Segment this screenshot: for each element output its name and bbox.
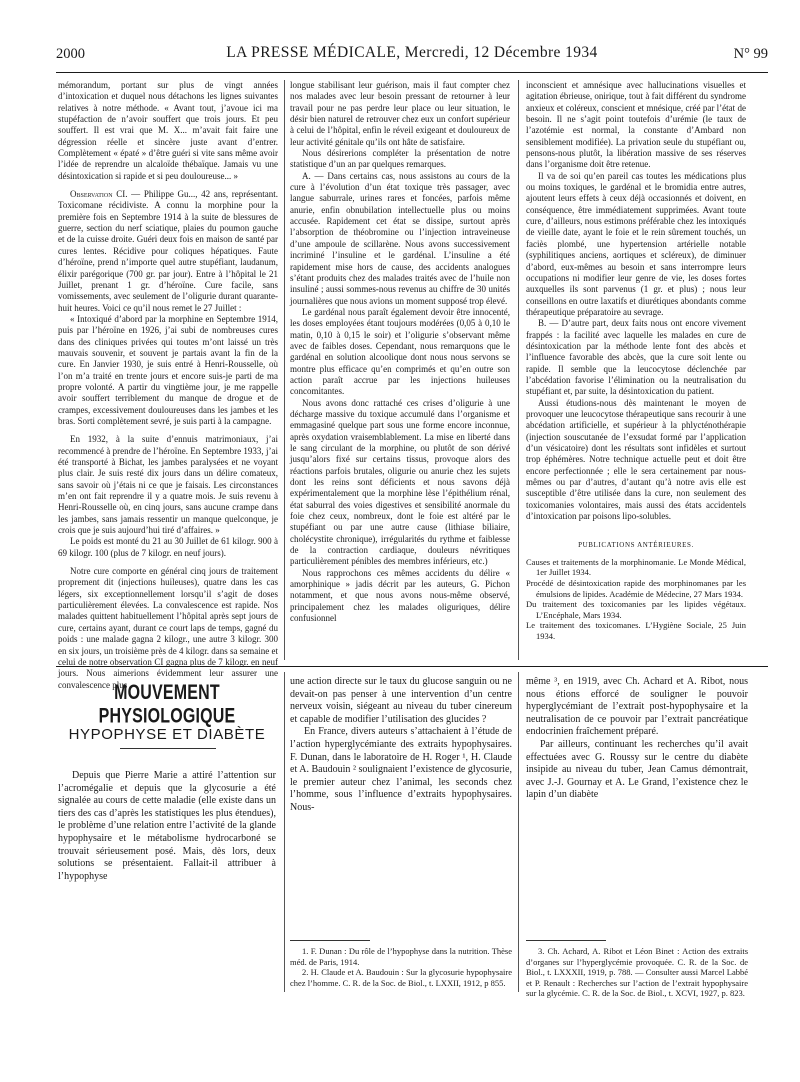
article-column-3 <box>526 80 746 642</box>
paragraph: Par ailleurs, continuant les recherches qu’il avait effectuées avec G. Roussy sur le centre du diabète insipide au niveau du tuber, Jean Camus démontrait, avec J.-J. Gournay et A. Le Grand, l’existence chez le lapin d’un diabète <box>526 738 748 801</box>
footnote: 1. F. Dunan : Du rôle de l’hypophyse dans la nutrition. Thèse méd. de Paris, 1914. <box>290 946 512 967</box>
paragraph: B. — D’autre part, deux faits nous ont encore vivement frappés : la facilité avec laquelle les malades en cure de désintoxication par la méthode lente font des abcès et l’influence favorable des abcès, que la cure soit lente ou rapide. Il semble que la leucocytose déclenchée par l’abcédation favorise l’élimination ou la neutralisation du stupéfiant et, par suite, la désintoxication du patient. <box>526 318 746 397</box>
footnote-rule <box>290 940 370 941</box>
paragraph: A. — Dans certains cas, nous assistons au cours de la cure à l’évolution d’un état toxique très passager, avec langue saburrale, urines rares et foncées, parfois même anurie, enfin obnubilation intellectuelle plus ou moins accusée. Rapidement cet état se dissipe, surtout après l’absorption de théobromine ou l’injection intraveineuse d’une ampoule de scillarène. Nous avons successivement incriminé l’insuline et le gardénal. L’insuline a été rapidement mise hors de cause, des accidents analogues s’étant produits chez des malades traités avec de l’huile non insuliné ; aussi sommes-nous revenus au chiffre de 30 unités journalières que nous avions un moment supposé trop élevé. <box>290 170 510 306</box>
header-rule <box>56 72 768 73</box>
footnote: 2. H. Claude et A. Baudouin : Sur la glycosurie hypophysaire chez l’homme. C. R. de la Soc. de Biol., t. LXXII, 1912, p 855. <box>290 967 512 988</box>
publication-item: Procédé de désintoxication rapide des morphinomanes par les émulsions de lipides. Académie de Médecine, 27 Mars 1934. <box>526 577 746 599</box>
footnote: 3. Ch. Achard, A. Ribot et Léon Binet : Action des extraits d’organes sur l’hyperglycémie provoquée. C. R. de la Soc. de Biol., t. LXXXII, 1919, p. 788. — Consulter aussi Marcel Labbé et P. Renault : Recherches sur l’action de l’extrait hypophysaire sur la glycémie. C. R. de la Soc. de Biol., t. XCVI, 1927, p. 823. <box>526 946 748 999</box>
bottom-column-2 <box>290 676 512 815</box>
publications-heading: PUBLICATIONS ANTÉRIEURES. <box>578 541 694 550</box>
column-divider <box>518 672 519 992</box>
journal-title: LA PRESSE MÉDICALE, Mercredi, 12 Décembre 1934 <box>226 44 598 61</box>
footnotes-right <box>526 946 748 999</box>
column-divider <box>284 80 285 660</box>
article-column-1 <box>58 80 278 691</box>
paragraph: Le poids est monté du 21 au 30 Juillet de 61 kilogr. 900 à 69 kilogr. 100 (plus de 7 kilogr. en neuf jours). <box>58 536 278 558</box>
paragraph: Depuis que Pierre Marie a attiré l’attention sur l’acromégalie et depuis que la glycosurie a été signalée au cours de cette maladie (elle existe dans un tiers des cas d’après les statistiques les plus étendues), le problème d’une relation entre l’activité de la glande hypophysaire et le métabolisme hydrocarboné se trouvait sérieusement posé. Mais, dès lors, deux solutions se présentaient. Fallait-il attribuer à l’hypophyse <box>58 770 276 882</box>
paragraph: Nous désirerions compléter la présentation de notre statistique d’un an par quelques remarques. <box>290 148 510 170</box>
paragraph: une action directe sur le taux du glucose sanguin ou ne devait-on pas penser à une intervention d’un centre nerveux voisin, siégeant au niveau du tuber cinereum et capable de modifier l’utilisation des glucides ? <box>290 676 512 725</box>
paragraph: — Philippe Gu..., 42 ans, représentant. Toxicomane récidiviste. A connu la morphine pour la première fois en Septembre 1914 à la suite de blessures de guerre, section du nerf sciatique, plaies du poumon gauche et de la cuisse droite. Guéri deux fois en maison de santé par cures lentes. Récidive pour coliques hépatiques. Faute d’héroïne, prend n’importe quel autre stupéfiant, laudanum, élixir parégorique (700 gr. par jour). Entre à l’hôpital le 21 Juillet, prenant 1 gr. d’héroïne. Cure facile, sans vomissements, avec seulement de l’oligurie durant quarante-huit heures. Voici ce qu’il nous remet le 27 Juillet : <box>58 189 278 313</box>
paragraph: Notre cure comporte en général cinq jours de traitement proprement dit (injections huileuses), quatre dans les cas légers, six exceptionnellement lorsqu’il s’agit de doses particulièrement élevées. La convalescence est rapide. Nos malades quittent habituellement l’hôpital après sept jours de cure, certains ayant, durant ce court laps de temps, gagné du poids : une malade gagna 2 kilogr., une autre 3 kilogr. 300 en six jours, un troisième près de 4 kilogr. dans sa semaine et celui de notre observation CI gagna plus de 7 kilogr. en neuf jours. Nous aimerions évidemment leur assurer une convalescence plus <box>58 566 278 690</box>
page-number: 2000 <box>56 46 85 62</box>
title-underline <box>120 748 216 749</box>
footnotes-left <box>290 946 512 988</box>
section-rule <box>56 666 768 667</box>
paragraph: longue stabilisant leur guérison, mais il faut compter chez nos malades avec leur besoin pressant de retourner à leur travail pour ne pas perdre leur place ou leur situation, le désir bien naturel de retrouver chez eux un confort supérieur à celui de l’hôpital, enfin le réveil exigeant et douloureux de leur activité génitale qu’ils ont hâte de satisfaire. <box>290 80 510 147</box>
paragraph: Nous avons donc rattaché ces crises d’oligurie à une décharge massive du toxique accumulé dans l’organisme et emmagasiné quelque part sous une forme encore inconnue, après oxydation vraisemblablement. La mise en liberté dans le sang circulant de la morphine, ou plutôt de son dérivé jusqu’alors fixé sur certains tissus, provoque alors des réactions parfois brutales, oligurie ou anurie chez les sujets dont les reins sont déficients et nous savons déjà expérimentalement que la morphine lèse l’épithélium rénal, état saburral des voies digestives et sensibilité anormale du foie chez ceux, nombreux, dont le foie est altéré par le stupéfiant ou par une autre cause (lithiase biliaire, cholécystite chronique), irrégularités du rythme et faiblesse de la contraction cardiaque, douleurs névritiques particulièrement pénibles des membres inférieurs, etc.) <box>290 397 510 567</box>
paragraph: même ³, en 1919, avec Ch. Achard et A. Ribot, nous nous étions efforcé de souligner le pouvoir hyperglycémiant de l’extrait post-hypophysaire et la neutralisation de ce pouvoir par l’extrait pancréatique endocrinien fraîchement préparé. <box>526 676 748 738</box>
article-title: HYPOPHYSE ET DIABÈTE <box>68 726 266 743</box>
paragraph: mémorandum, portant sur plus de vingt années d’intoxication et duquel nous détachons les lignes suivantes relatives à notre méthode. « Avant tout, j’avoue ici ma stupéfaction de n’avoir souffert que trois jours. Et peu souffert. Il est vrai que M. X... m’avait fait faire une dégression réelle et sincère juste avant d’entrer. Complètement « épaté » d’être guéri si vite sans même avoir l’idée de reprendre un alcaloïde thébaïque. Jamais vu une désintoxication si rapide et si peu douloureuse... » <box>58 80 278 181</box>
section-title: MOUVEMENT PHYSIOLOGIQUE <box>98 682 236 728</box>
column-divider <box>518 80 519 660</box>
paragraph: En France, divers auteurs s’attachaient à l’étude de l’action hyperglycémiante des extraits hypophysaires. F. Dunan, dans le laboratoire de H. Roger ¹, H. Claude et A. Baudouin ² soulignaient l’existence de glycosurie, le premier auteur chez l’animal, les seconds chez l’homme, sous l’influence d’extraits hypophysaires. Nous- <box>290 726 512 813</box>
page-header <box>56 40 768 72</box>
article-column-2 <box>290 80 510 625</box>
paragraph: Nous rapprochons ces mêmes accidents du délire « amorphinique » jadis décrit par les auteurs, G. Pichon notamment, et que nous avons nous-même observé, principalement chez les malades oliguriques, délire confusionnel <box>290 567 510 624</box>
issue-number: N° 99 <box>733 46 768 62</box>
footnote-rule <box>526 940 606 941</box>
bottom-column-3 <box>526 676 748 802</box>
bottom-column-1 <box>58 770 276 883</box>
publication-item: Du traitement des toxicomanies par les lipides végétaux. L’Encéphale, Mars 1934. <box>526 599 746 620</box>
paragraph: « Intoxiqué d’abord par la morphine en Septembre 1914, puis par l’héroïne en 1926, j’ai subi de nombreuses cures dans des cliniques privées qui toutes m’ont laissé un très mauvais souvenir, et souvent je partais avant la fin de la cure. En Janvier 1930, je suis entré à Henri-Rousselle, où l’on m’a traité en trente jours et encore suis-je parti de ma propre volonté. A partir du vingtième jour, je me rappelle avoir souffert terriblement du manque de drogue et de crampes, excessivement douloureuses dans les jambes et les bras. Sorti complètement sevré, je suis parti à la campagne. <box>58 313 278 426</box>
publication-item: Causes et traitements de la morphinomanie. Le Monde Médical, 1er Juillet 1934. <box>526 556 746 578</box>
publications-list <box>526 557 746 642</box>
paragraph: En 1932, à la suite d’ennuis matrimoniaux, j’ai recommencé à prendre de l’héroïne. En Septembre 1933, j’ai été transporté à Bichat, les jambes paralysées et ne voyant plus clair. Je suis resté dix jours dans un délire comateux, sans savoir où j’étais ni ce que je faisais. Les circonstances m’en ont fait reprendre il y a quatre mois. Je suis revenu à Henri-Rousselle où, en cinq jours, sans aucune crampe dans les jambes, sans jamais ressentir un manque quelconque, je crois que je suis aujourd’hui tiré d’affaires. » <box>58 434 278 536</box>
paragraph: Le gardénal nous paraît également devoir être innocenté, les doses employées étant toujours modérées (0,05 à 0,10 le matin, 0,10 à 0,15 le soir) et l’oligurie s’observant même avec de faibles doses. Cependant, nous remarquons que le gardénal en solution alcoolique dont nous nous servons se montre plus efficace qu’en comprimés et qu’en outre son action paraît accrue par les injections huileuses concomitantes. <box>290 306 510 397</box>
publication-item: Le traitement des toxicomanes. L’Hygiène Sociale, 25 Juin 1934. <box>526 620 746 641</box>
paragraph: inconscient et amnésique avec hallucinations visuelles et agitation ébrieuse, onirique, tout à fait différent du syndrome anxieux et coléreux, conscient et mnésique, créé par l’état de besoin. Il ne s’agit point toutefois d’urémie (le taux de l’azotémie est normal, la constante d’Ambard non sensiblement modifiée). La privation seule du stupéfiant ou, pensons-nous plutôt, la libération massive de ses réserves dans l’organisme doit être retenue. <box>526 80 746 170</box>
paragraph: Aussi étudions-nous dès maintenant le moyen de provoquer une leucocytose thérapeutique sans recourir à une abcédation artificielle, et supérieur à la phlycténothérapie (injection souscutanée de l’exsudat formé par l’application d’un vésicatoire) dont les résultats sont infidèles et surtout trop éphémères. Notre technique actuelle peut et doit être encore perfectionnée ; elle le sera certainement par nous-mêmes ou par d’autres, d’autant qu’à notre avis elle est susceptible d’être utilisée dans la cure, non seulement des toxicomanies volontaires, mais aussi des états accidentels d’intoxication par poisons lipo-solubles. <box>526 397 746 522</box>
paragraph: Il va de soi qu’en pareil cas toutes les médications plus ou moins toxiques, le gardénal et le bromidia entre autres, ajoutent leurs effets à ceux déjà occasionnés et doivent, en conséquence, être immédiatement supprimées. Avant toute cure, d’ailleurs, nous estimons préférable chez les intoxiqués de vieille date, ayant le foie et le rein sûrement touchés, un faciès plombé, une hypertension artérielle notable (syphilitiques anciens, aortiques et scléreux), de diminuer d’abord, eux-mêmes au besoin et sans interrompre leurs occupations ni modifier leur genre de vie, les doses fortes auxquelles ils sont parvenus (1 gr. et plus) ; nous leur conseillons en outre laxatifs et diurétiques abondants comme thérapeutique préparatoire au sevrage. <box>526 170 746 317</box>
observation-label: Observation CI. <box>70 189 128 200</box>
column-divider <box>284 672 285 992</box>
